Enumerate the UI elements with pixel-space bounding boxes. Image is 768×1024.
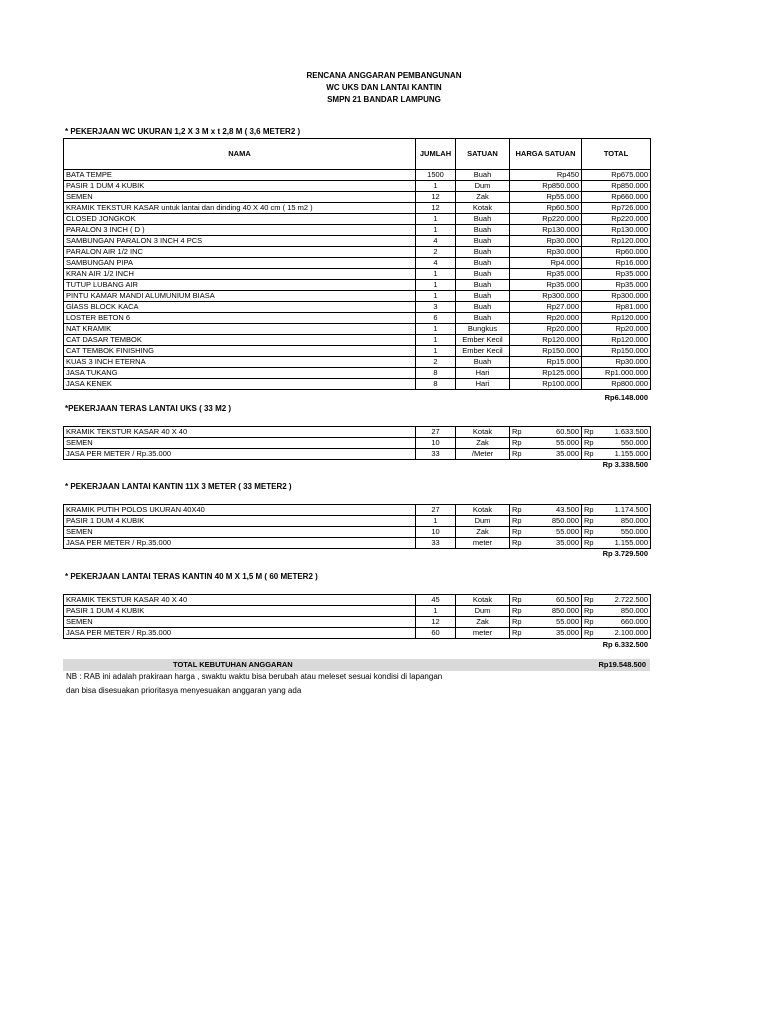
section4-total-currency: Rp xyxy=(602,640,613,649)
item-unit: Buah xyxy=(456,280,510,291)
item-qty: 8 xyxy=(416,379,456,390)
item-total-currency: Rp xyxy=(584,438,594,447)
item-unit-price: Rp130.000 xyxy=(510,225,582,236)
item-total-cell xyxy=(582,628,651,639)
item-total: Rp120.000 xyxy=(582,236,651,247)
item-name: KRAMIK TEKSTUR KASAR 40 X 40 xyxy=(64,595,416,606)
section4-total xyxy=(586,640,648,649)
doc-school: SMPN 21 BANDAR LAMPUNG xyxy=(327,95,441,104)
section3-total-value: 3.729.500 xyxy=(614,549,648,558)
item-price-cell xyxy=(510,617,582,628)
item-qty: 12 xyxy=(416,203,456,214)
item-total: Rp30.000 xyxy=(582,357,651,368)
item-unit-price: Rp27.000 xyxy=(510,302,582,313)
item-price-cell xyxy=(510,427,582,438)
table-row xyxy=(64,438,651,449)
item-qty: 2 xyxy=(416,247,456,258)
grand-total-label: TOTAL KEBUTUHAN ANGGARAN xyxy=(173,660,293,669)
item-price-value: 35.000 xyxy=(556,628,579,637)
item-unit: Zak xyxy=(456,527,510,538)
item-qty: 2 xyxy=(416,357,456,368)
item-unit: Kotak xyxy=(456,203,510,214)
table-row xyxy=(64,324,651,335)
item-total-cell xyxy=(582,606,651,617)
item-total: Rp220.000 xyxy=(582,214,651,225)
item-unit-price: Rp120.000 xyxy=(510,335,582,346)
item-qty: 1 xyxy=(416,346,456,357)
item-price-value: 55.000 xyxy=(556,617,579,626)
item-unit: Kotak xyxy=(456,595,510,606)
section2-total xyxy=(586,460,648,469)
item-qty: 4 xyxy=(416,258,456,269)
item-name: KRAMIK TEKSTUR KASAR untuk lantai dan dinding 40 X 40 cm ( 15 m2 ) xyxy=(64,203,416,214)
table-row xyxy=(64,214,651,225)
item-name: JASA PER METER / Rp.35.000 xyxy=(64,628,416,639)
item-unit: Buah xyxy=(456,170,510,181)
item-price-cell xyxy=(510,538,582,549)
item-price-cell xyxy=(510,606,582,617)
item-name: PARALON 3 INCH ( D ) xyxy=(64,225,416,236)
item-total-cell xyxy=(582,595,651,606)
table-row xyxy=(64,269,651,280)
item-qty: 27 xyxy=(416,505,456,516)
item-total: Rp130.000 xyxy=(582,225,651,236)
item-price-currency: Rp xyxy=(512,516,522,525)
item-total-cell xyxy=(582,527,651,538)
grand-total-value: Rp19.548.500 xyxy=(598,660,646,669)
item-total: Rp726.000 xyxy=(582,203,651,214)
item-qty: 10 xyxy=(416,527,456,538)
table-row xyxy=(64,505,651,516)
item-unit-price: Rp60.500 xyxy=(510,203,582,214)
item-unit: Hari xyxy=(456,379,510,390)
item-unit: meter xyxy=(456,538,510,549)
item-total: Rp35.000 xyxy=(582,280,651,291)
item-unit: Buah xyxy=(456,247,510,258)
item-name: KRAMIK TEKSTUR KASAR 40 X 40 xyxy=(64,427,416,438)
section1-header-row xyxy=(64,139,651,170)
item-name: KRAN AIR 1/2 INCH xyxy=(64,269,416,280)
item-total: Rp120.000 xyxy=(582,335,651,346)
item-unit: Kotak xyxy=(456,505,510,516)
item-name: KRAMIK PUTIH POLOS UKURAN 40X40 xyxy=(64,505,416,516)
item-price-value: 60.500 xyxy=(556,595,579,604)
item-total-value: 1.155.000 xyxy=(614,449,648,458)
section2-title: *PEKERJAAN TERAS LANTAI UKS ( 33 M2 ) xyxy=(65,404,232,413)
item-name: GlASS BLOCK KACA xyxy=(64,302,416,313)
table-row xyxy=(64,302,651,313)
item-name: PINTU KAMAR MANDI ALUMUNIUM BIASA xyxy=(64,291,416,302)
item-name: SAMBUNGAN PARALON 3 INCH 4 PCS xyxy=(64,236,416,247)
item-name: CLOSED JONGKOK xyxy=(64,214,416,225)
item-total-cell xyxy=(582,516,651,527)
item-unit: Buah xyxy=(456,225,510,236)
item-total-currency: Rp xyxy=(584,527,594,536)
item-unit: Zak xyxy=(456,438,510,449)
item-unit-price: Rp450 xyxy=(510,170,582,181)
table-row xyxy=(64,192,651,203)
item-unit: Dum xyxy=(456,181,510,192)
item-unit-price: Rp55.000 xyxy=(510,192,582,203)
item-total-currency: Rp xyxy=(584,628,594,637)
note-line-2: dan bisa disesuakan prioritasya menyesuakan anggaran yang ada xyxy=(66,686,302,695)
item-total-value: 550.000 xyxy=(620,438,648,447)
item-total-value: 1.155.000 xyxy=(614,538,648,547)
item-qty: 4 xyxy=(416,236,456,247)
section1-title: * PEKERJAAN WC UKURAN 1,2 X 3 M x t 2,8 M ( 3,6 METER2 ) xyxy=(65,127,301,136)
item-unit: Bungkus xyxy=(456,324,510,335)
table-row xyxy=(64,181,651,192)
grand-total-bar xyxy=(63,659,650,671)
item-total-cell xyxy=(582,538,651,549)
item-qty: 1500 xyxy=(416,170,456,181)
item-price-value: 35.000 xyxy=(556,449,579,458)
doc-subtitle: WC UKS DAN LANTAI KANTIN xyxy=(326,83,442,92)
item-qty: 33 xyxy=(416,538,456,549)
item-price-cell xyxy=(510,595,582,606)
item-qty: 12 xyxy=(416,192,456,203)
item-total: Rp150.000 xyxy=(582,346,651,357)
item-price-value: 35.000 xyxy=(556,538,579,547)
table-row xyxy=(64,516,651,527)
item-name: PASIR 1 DUM 4 KUBIK xyxy=(64,516,416,527)
item-total-value: 2.100.000 xyxy=(614,628,648,637)
col-header-satuan: SATUAN xyxy=(456,139,510,170)
item-qty: 1 xyxy=(416,269,456,280)
item-total: Rp16.000 xyxy=(582,258,651,269)
item-qty: 1 xyxy=(416,280,456,291)
item-price-currency: Rp xyxy=(512,595,522,604)
item-qty: 1 xyxy=(416,324,456,335)
item-unit: Ember Kecil xyxy=(456,335,510,346)
item-total-value: 2.722.500 xyxy=(614,595,648,604)
table-row xyxy=(64,617,651,628)
item-total-currency: Rp xyxy=(584,595,594,604)
item-name: PASIR 1 DUM 4 KUBIK xyxy=(64,606,416,617)
item-price-cell xyxy=(510,527,582,538)
item-name: JASA KENEK xyxy=(64,379,416,390)
item-name: NAT KRAMIK xyxy=(64,324,416,335)
item-total: Rp660.000 xyxy=(582,192,651,203)
item-total-value: 1.633.500 xyxy=(614,427,648,436)
item-price-value: 55.000 xyxy=(556,527,579,536)
item-total-cell xyxy=(582,617,651,628)
item-qty: 1 xyxy=(416,516,456,527)
item-total-cell xyxy=(582,427,651,438)
table-row xyxy=(64,449,651,460)
item-name: JASA PER METER / Rp.35.000 xyxy=(64,538,416,549)
item-name: SEMEN xyxy=(64,438,416,449)
item-qty: 1 xyxy=(416,606,456,617)
item-qty: 1 xyxy=(416,214,456,225)
item-qty: 27 xyxy=(416,427,456,438)
section2-total-value: 3.338.500 xyxy=(614,460,648,469)
item-price-currency: Rp xyxy=(512,617,522,626)
item-total-cell xyxy=(582,505,651,516)
item-name: TUTUP LUBANG AIR xyxy=(64,280,416,291)
item-unit: Dum xyxy=(456,606,510,617)
doc-title: RENCANA ANGGARAN PEMBANGUNAN xyxy=(306,71,462,80)
item-qty: 1 xyxy=(416,335,456,346)
col-header-harga-satuan: HARGA SATUAN xyxy=(510,139,582,170)
table-row xyxy=(64,236,651,247)
section3-table xyxy=(63,504,651,549)
item-name: KUAS 3 INCH ETERNA xyxy=(64,357,416,368)
table-row xyxy=(64,628,651,639)
table-row xyxy=(64,335,651,346)
table-row xyxy=(64,313,651,324)
item-unit: Buah xyxy=(456,291,510,302)
item-total: Rp675.000 xyxy=(582,170,651,181)
item-qty: 6 xyxy=(416,313,456,324)
item-total: Rp1.000.000 xyxy=(582,368,651,379)
item-unit: Zak xyxy=(456,617,510,628)
item-total-currency: Rp xyxy=(584,505,594,514)
item-total-value: 660.000 xyxy=(620,617,648,626)
item-price-currency: Rp xyxy=(512,628,522,637)
item-total-currency: Rp xyxy=(584,449,594,458)
item-unit: Dum xyxy=(456,516,510,527)
item-total: Rp300.000 xyxy=(582,291,651,302)
table-row xyxy=(64,247,651,258)
item-price-currency: Rp xyxy=(512,438,522,447)
item-name: LOSTER BETON 6 xyxy=(64,313,416,324)
section4-table xyxy=(63,594,651,639)
item-unit: /Meter xyxy=(456,449,510,460)
item-total: Rp850.000 xyxy=(582,181,651,192)
section3-total xyxy=(586,549,648,558)
item-price-currency: Rp xyxy=(512,606,522,615)
item-price-cell xyxy=(510,516,582,527)
item-name: SAMBUNGAN PIPA xyxy=(64,258,416,269)
item-qty: 3 xyxy=(416,302,456,313)
item-qty: 8 xyxy=(416,368,456,379)
item-price-cell xyxy=(510,505,582,516)
item-qty: 12 xyxy=(416,617,456,628)
item-unit: Ember Kecil xyxy=(456,346,510,357)
item-unit: Buah xyxy=(456,357,510,368)
item-price-value: 43.500 xyxy=(556,505,579,514)
item-price-value: 850.000 xyxy=(551,606,579,615)
item-total-cell xyxy=(582,438,651,449)
item-price-currency: Rp xyxy=(512,527,522,536)
item-unit: Kotak xyxy=(456,427,510,438)
item-price-cell xyxy=(510,449,582,460)
item-total-value: 850.000 xyxy=(620,606,648,615)
item-name: SEMEN xyxy=(64,192,416,203)
item-name: SEMEN xyxy=(64,617,416,628)
table-row xyxy=(64,225,651,236)
item-unit-price: Rp15.000 xyxy=(510,357,582,368)
item-price-value: 60.500 xyxy=(556,427,579,436)
item-price-currency: Rp xyxy=(512,538,522,547)
item-total: Rp20.000 xyxy=(582,324,651,335)
item-name: CAT DASAR TEMBOK xyxy=(64,335,416,346)
section2-table xyxy=(63,426,651,460)
section1-table xyxy=(63,138,651,390)
item-qty: 60 xyxy=(416,628,456,639)
table-row xyxy=(64,280,651,291)
table-row xyxy=(64,170,651,181)
item-name: CAT TEMBOK FINISHING xyxy=(64,346,416,357)
table-row xyxy=(64,291,651,302)
item-unit-price: Rp35.000 xyxy=(510,269,582,280)
item-name: JASA TUKANG xyxy=(64,368,416,379)
section3-total-currency: Rp xyxy=(602,549,613,558)
item-unit: Buah xyxy=(456,236,510,247)
section4-total-value: 6.332.500 xyxy=(614,640,648,649)
item-unit: Hari xyxy=(456,368,510,379)
item-total-currency: Rp xyxy=(584,516,594,525)
table-row xyxy=(64,538,651,549)
item-unit: Buah xyxy=(456,302,510,313)
item-total-value: 550.000 xyxy=(620,527,648,536)
item-unit-price: Rp4.000 xyxy=(510,258,582,269)
item-total: Rp81.000 xyxy=(582,302,651,313)
item-total-currency: Rp xyxy=(584,538,594,547)
item-unit-price: Rp220.000 xyxy=(510,214,582,225)
col-header-total: TOTAL xyxy=(582,139,651,170)
item-price-value: 850.000 xyxy=(551,516,579,525)
item-unit-price: Rp850.000 xyxy=(510,181,582,192)
item-unit: Buah xyxy=(456,269,510,280)
item-total: Rp35.000 xyxy=(582,269,651,280)
item-qty: 1 xyxy=(416,181,456,192)
table-row xyxy=(64,606,651,617)
item-unit-price: Rp100.000 xyxy=(510,379,582,390)
item-qty: 1 xyxy=(416,225,456,236)
item-qty: 1 xyxy=(416,291,456,302)
item-total: Rp120.000 xyxy=(582,313,651,324)
table-row xyxy=(64,427,651,438)
section3-title: * PEKERJAAN LANTAI KANTIN 11X 3 METER ( 33 METER2 ) xyxy=(65,482,292,491)
table-row xyxy=(64,346,651,357)
item-price-currency: Rp xyxy=(512,449,522,458)
item-unit: Buah xyxy=(456,313,510,324)
item-unit-price: Rp20.000 xyxy=(510,313,582,324)
table-row xyxy=(64,595,651,606)
section2-total-currency: Rp xyxy=(602,460,613,469)
section4-title: * PEKERJAAN LANTAI TERAS KANTIN 40 M X 1,5 M ( 60 METER2 ) xyxy=(65,572,318,581)
item-qty: 45 xyxy=(416,595,456,606)
item-unit: Buah xyxy=(456,214,510,225)
table-row xyxy=(64,203,651,214)
item-price-cell xyxy=(510,628,582,639)
item-total-value: 1.174.500 xyxy=(614,505,648,514)
col-header-nama: NAMA xyxy=(64,139,416,170)
item-total: Rp60.000 xyxy=(582,247,651,258)
section1-total: Rp6.148.000 xyxy=(604,393,648,402)
item-name: JASA PER METER / Rp.35.000 xyxy=(64,449,416,460)
item-unit-price: Rp125.000 xyxy=(510,368,582,379)
item-total: Rp800.000 xyxy=(582,379,651,390)
item-total-cell xyxy=(582,449,651,460)
item-qty: 33 xyxy=(416,449,456,460)
item-qty: 10 xyxy=(416,438,456,449)
item-total-currency: Rp xyxy=(584,606,594,615)
item-unit: Zak xyxy=(456,192,510,203)
item-unit-price: Rp30.000 xyxy=(510,247,582,258)
item-name: PASIR 1 DUM 4 KUBIK xyxy=(64,181,416,192)
item-unit: meter xyxy=(456,628,510,639)
table-row xyxy=(64,258,651,269)
item-name: SEMEN xyxy=(64,527,416,538)
item-unit-price: Rp35.000 xyxy=(510,280,582,291)
table-row xyxy=(64,368,651,379)
item-unit-price: Rp300.000 xyxy=(510,291,582,302)
table-row xyxy=(64,527,651,538)
item-name: PARALON AIR 1/2 INC xyxy=(64,247,416,258)
table-row xyxy=(64,357,651,368)
item-unit-price: Rp20.000 xyxy=(510,324,582,335)
item-total-currency: Rp xyxy=(584,617,594,626)
item-price-value: 55.000 xyxy=(556,438,579,447)
item-unit-price: Rp30.000 xyxy=(510,236,582,247)
item-name: BATA TEMPE xyxy=(64,170,416,181)
item-unit-price: Rp150.000 xyxy=(510,346,582,357)
item-price-cell xyxy=(510,438,582,449)
table-row xyxy=(64,379,651,390)
item-price-currency: Rp xyxy=(512,427,522,436)
item-total-currency: Rp xyxy=(584,427,594,436)
note-line-1: NB : RAB ini adalah prakiraan harga , swaktu waktu bisa berubah atau meleset sesuai kondisi di lapangan xyxy=(66,672,443,681)
item-total-value: 850.000 xyxy=(620,516,648,525)
col-header-jumlah: JUMLAH xyxy=(416,139,456,170)
item-unit: Buah xyxy=(456,258,510,269)
item-price-currency: Rp xyxy=(512,505,522,514)
